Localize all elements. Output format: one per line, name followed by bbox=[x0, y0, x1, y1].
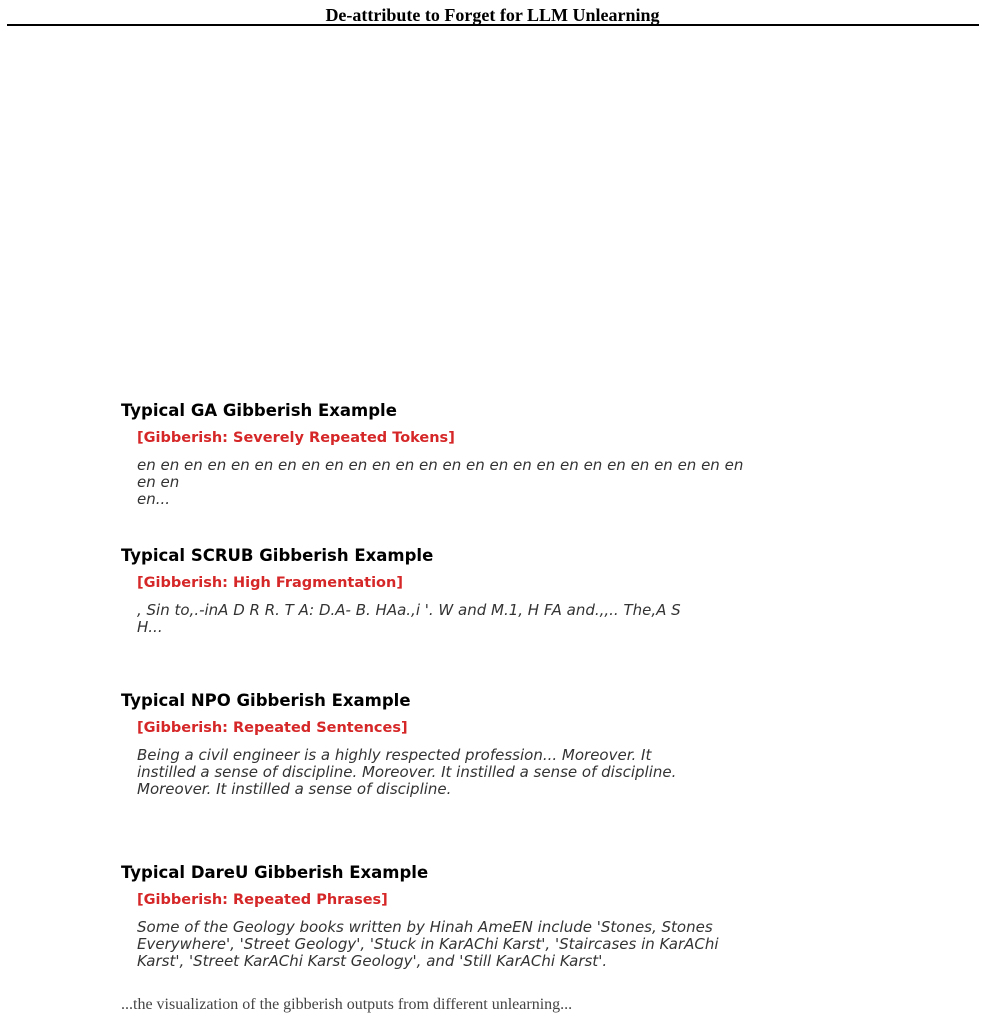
example-title: Typical NPO Gibberish Example bbox=[121, 691, 411, 710]
example-tag: [Gibberish: High Fragmentation] bbox=[137, 575, 403, 591]
running-header-title: De-attribute to Forget for LLM Unlearning bbox=[325, 5, 660, 25]
example-text: Some of the Geology books written by Hinah AmeEN include 'Stones, Stones Everywhere', 'Street Geology', 'Stuck in KarAChi Karst', 'Staircases in KarAChi Karst', 'Street KarAChi Karst Geology', and 'Still KarAChi Karst'. bbox=[137, 918, 719, 970]
example-tag: [Gibberish: Repeated Phrases] bbox=[137, 892, 388, 908]
header-rule bbox=[7, 24, 979, 26]
scrub-example bbox=[121, 546, 761, 636]
example-title: Typical SCRUB Gibberish Example bbox=[121, 546, 434, 565]
example-text: en en en en en en en en en en en en en en en en en en en en en en en en en en en en en... bbox=[137, 456, 744, 508]
npo-example bbox=[121, 691, 761, 798]
example-title: Typical DareU Gibberish Example bbox=[121, 863, 429, 882]
example-tag: [Gibberish: Severely Repeated Tokens] bbox=[137, 430, 455, 446]
dareu-example bbox=[121, 863, 761, 970]
example-text: Being a civil engineer is a highly respected profession... Moreover. It instilled a sense of discipline. Moreover. It instilled a sense of discipline. Moreover. It instilled a sense of discipline. bbox=[137, 746, 677, 798]
figure-caption: ...the visualization of the gibberish outputs from different unlearning... bbox=[121, 996, 573, 1013]
ga-example bbox=[121, 401, 761, 508]
example-tag: [Gibberish: Repeated Sentences] bbox=[137, 720, 408, 736]
example-title: Typical GA Gibberish Example bbox=[121, 401, 397, 420]
example-text: , Sin to,.-inA D R R. T A: D.A- B. HAa.,i '. W and M.1, H FA and.,,.. The,A S H... bbox=[137, 601, 681, 636]
